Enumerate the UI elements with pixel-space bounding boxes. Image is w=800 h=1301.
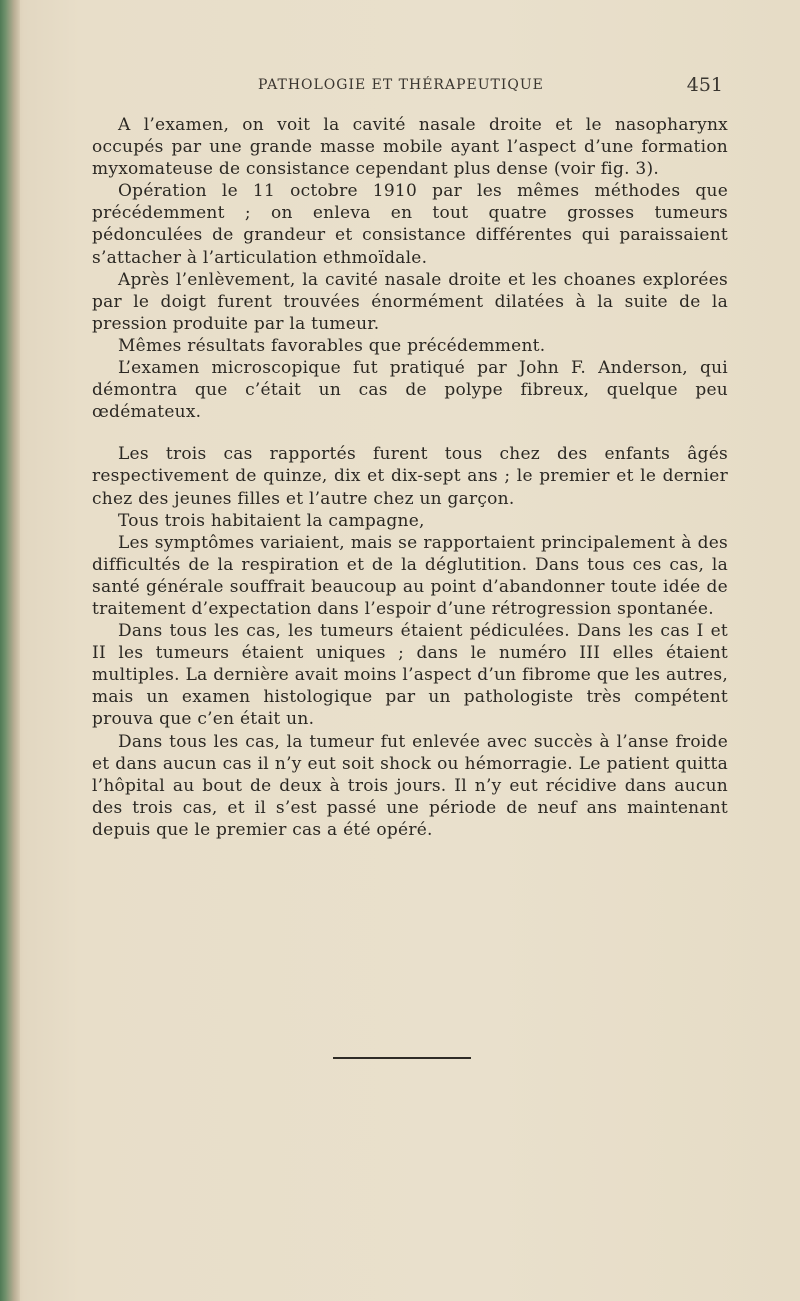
paragraph: Dans tous les cas, les tumeurs étaient pédiculées. Dans les cas I et II les tumeurs étaient uniques ; dans le numéro III elles étaient multiples. La dernière avait moins l’aspect d’un fibrome que les autres, mais un examen histologique par un pathologiste très compétent prouva que c’en était un. — [92, 621, 728, 730]
paragraph: Opération le 11 octobre 1910 par les mêmes méthodes que précédemment ; on enleva en tout quatre grosses tumeurs pédonculées de grandeur et consistance différentes qui paraissaient s’attacher à l’articulation ethmoïdale. — [92, 181, 728, 268]
paragraph: Tous trois habitaient la campagne, — [118, 510, 425, 531]
paragraph: A l’examen, on voit la cavité nasale droite et le nasopharynx occupés par une grande masse mobile ayant l’aspect d’une formation myxomateuse de consistance cependant plus dense (voir fig. 3). — [92, 115, 728, 180]
paragraph: Après l’enlèvement, la cavité nasale droite et les choanes explorées par le doigt furent trouvées énormément dilatées à la suite de la pression produite par la tumeur. — [92, 269, 728, 334]
paragraph: Les symptômes variaient, mais se rapportaient principalement à des difficultés de la respiration et de la déglutition. Dans tous ces cas, la santé générale souffrait beaucoup au point d’abandonner toute idée de traitement d’expectation dans l’espoir d’une rétrogression spontanée. — [92, 532, 728, 619]
paragraph: Dans tous les cas, la tumeur fut enlevée avec succès à l’anse froide et dans aucun cas il n’y eut soit shock ou hémorragie. Le patient quitta l’hôpital au bout de deux à trois jours. Il n’y eut récidive dans aucun des trois cas, et il s’est passé une période de neuf ans maintenant depuis que le premier cas a été opéré. — [92, 731, 728, 840]
page-header — [258, 74, 723, 98]
section-end-rule — [333, 1057, 471, 1059]
body-text — [92, 114, 728, 841]
book-binding-edge — [0, 0, 20, 1301]
paragraph: Les trois cas rapportés furent tous chez des enfants âgés respectivement de quinze, dix et dix-sept ans ; le premier et le dernier chez des jeunes filles et l’autre chez un garçon. — [92, 444, 728, 509]
paragraph: L’examen microscopique fut pratiqué par John F. Anderson, qui démontra que c’était un cas de polype fibreux, quelque peu œdémateux. — [92, 358, 728, 423]
paragraph: Mêmes résultats favorables que précédemment. — [118, 335, 546, 356]
running-head: PATHOLOGIE ET THÉRAPEUTIQUE — [258, 77, 544, 93]
page-number: 451 — [686, 74, 723, 96]
